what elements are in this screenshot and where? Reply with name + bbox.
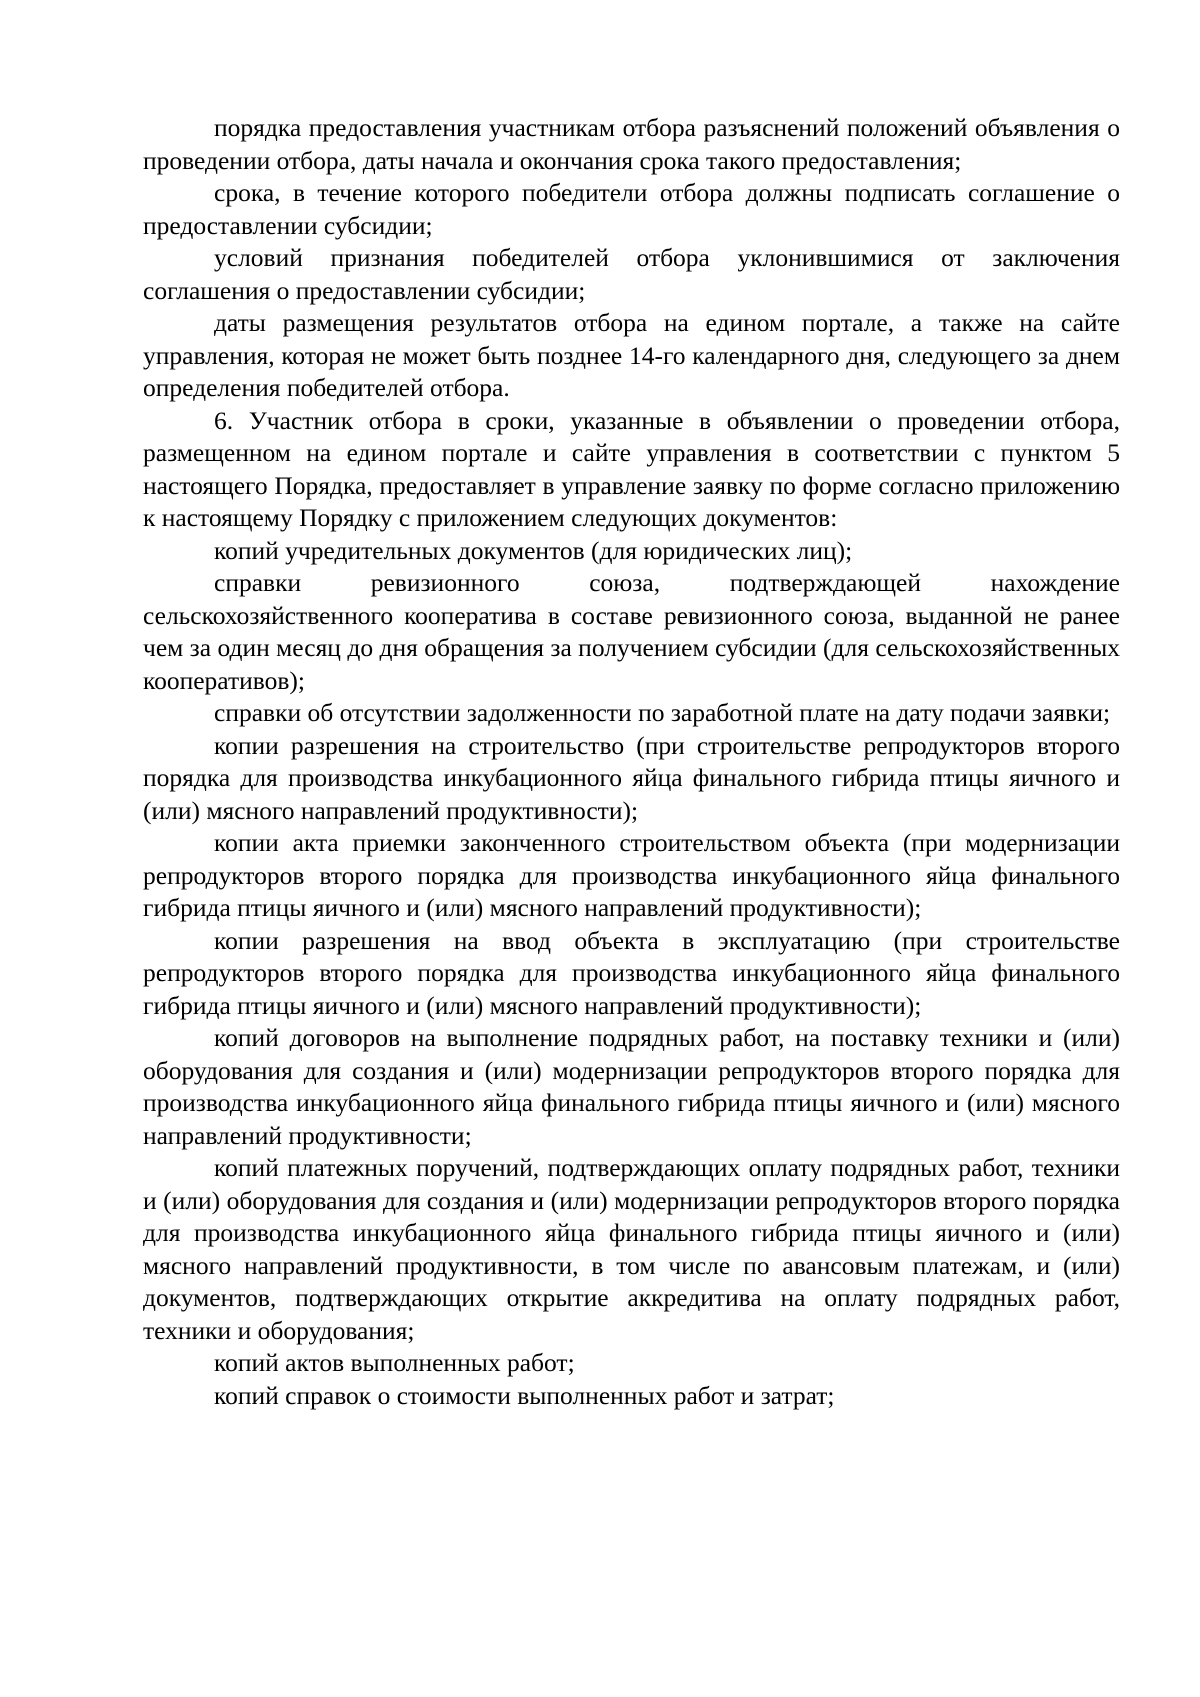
paragraph-agreement-signing-term: срока, в течение которого победители отбора должны подписать соглашение о предоставлении субсидии; [143, 178, 1120, 240]
paragraph-item-6-application: 6. Участник отбора в сроки, указанные в объявлении о проведении отбора, размещенном на едином портале и сайте управления в соответствии с пунктом 5 настоящего Порядка, предоставляет в управление заявку по форме согласно приложению к настоящему Порядку с приложением следующих документов: [143, 405, 1120, 532]
paragraph-acceptance-act: копии акта приемки законченного строительством объекта (при модернизации репродукторов второго порядка для производства инкубационного яйца финального гибрида птицы яичного и (или) мясного направлений продуктивности); [143, 828, 1120, 922]
paragraph-founding-documents: копий учредительных документов (для юридических лиц); [214, 535, 853, 565]
paragraph-contracts: копий договоров на выполнение подрядных работ, на поставку техники и (или) оборудования для создания и (или) модернизации репродукторов второго порядка для производства инкубационного яйца финального гибрида птицы яичного и (или) мясного направлений продуктивности; [143, 1023, 1120, 1150]
paragraph-work-acts: копий актов выполненных работ; [214, 1348, 575, 1377]
paragraph-evasion-conditions: условий признания победителей отбора уклонившимися от заключения соглашения о предоставлении субсидии; [143, 243, 1120, 305]
paragraph-results-publication-date: даты размещения результатов отбора на едином портале, а также на сайте управления, которая не может быть позднее 14-го календарного дня, следующего за днем определения победителей отбора. [143, 308, 1120, 402]
paragraph-no-wage-arrears: справки об отсутствии задолженности по заработной плате на дату подачи заявки; [214, 698, 1111, 727]
paragraph-audit-union-certificate: справки ревизионного союза, подтверждающей нахождение сельскохозяйственного кооператива в составе ревизионного союза, выданной не ранее чем за один месяц до дня обращения за получением субсидии (для сельскохозяйственных кооперативов); [143, 568, 1120, 695]
paragraph-clarification-procedure: порядка предоставления участникам отбора разъяснений положений объявления о проведении отбора, даты начала и окончания срока такого предоставления; [143, 113, 1120, 175]
paragraph-construction-permit: копии разрешения на строительство (при строительстве репродукторов второго порядка для производства инкубационного яйца финального гибрида птицы яичного и (или) мясного направлений продуктивности); [143, 730, 1120, 825]
paragraph-commissioning-permit: копии разрешения на ввод объекта в эксплуатацию (при строительстве репродукторов второго порядка для производства инкубационного яйца финального гибрида птицы яичного и (или) мясного направлений продуктивности); [143, 925, 1120, 1020]
paragraph-cost-certificates: копий справок о стоимости выполненных работ и затрат; [214, 1380, 835, 1410]
document-body [143, 112, 1120, 1412]
paragraph-payment-orders: копий платежных поручений, подтверждающих оплату подрядных работ, техники и (или) оборудования для создания и (или) модернизации репродукторов второго порядка для производства инкубационного яйца финального гибрида птицы яичного и (или) мясного направлений продуктивности, в том числе по авансовым платежам, и (или) документов, подтверждающих открытие аккредитива на оплату подрядных работ, техники и оборудования; [143, 1153, 1120, 1345]
